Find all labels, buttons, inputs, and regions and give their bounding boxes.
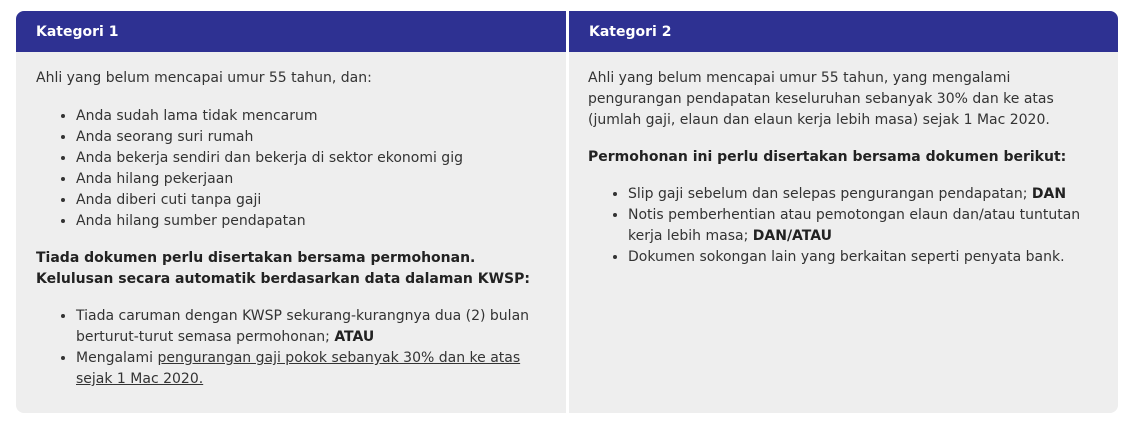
document-text: Slip gaji sebelum dan selepas pengurangan pendapatan; <box>628 186 1032 202</box>
document-connector: DAN/ATAU <box>752 228 833 244</box>
kategori-1-conditions-list <box>36 306 546 390</box>
kategori-1-intro: Ahli yang belum mencapai umur 55 tahun, dan: <box>36 70 372 86</box>
document-item <box>628 184 1098 205</box>
kategori-2-note: Permohonan ini perlu disertakan bersama dokumen berikut: <box>588 149 1067 165</box>
kategori-1-criteria-list <box>36 106 546 232</box>
kategori-1-column <box>16 11 566 413</box>
condition-connector: ATAU <box>334 329 375 345</box>
document-text: Notis pemberhentian atau pemotongan elaun dan/atau tuntutan kerja lebih masa; <box>628 207 1081 244</box>
condition-prefix: Mengalami <box>76 350 158 366</box>
criteria-item: • Anda seorang suri rumah <box>76 127 546 148</box>
document-text: Dokumen sokongan lain yang berkaitan seperti penyata bank. <box>628 249 1065 265</box>
eligibility-table <box>16 11 1118 413</box>
document-item <box>628 205 1098 247</box>
kategori-2-intro: Ahli yang belum mencapai umur 55 tahun, yang mengalami pengurangan pendapatan keseluruhan sebanyak 30% dan ke atas (jumlah gaji, elaun dan elaun kerja lebih masa) sejak 1 Mac 2020. <box>588 70 1054 128</box>
kategori-2-body <box>569 52 1118 413</box>
kategori-2-column <box>569 11 1118 413</box>
criteria-item: • Anda sudah lama tidak mencarum <box>76 106 546 127</box>
criteria-item: • Anda diberi cuti tanpa gaji <box>76 190 546 211</box>
condition-text: Tiada caruman dengan KWSP sekurang-kurangnya dua (2) bulan berturut-turut semasa permohonan; <box>76 308 530 345</box>
document-item <box>628 247 1098 268</box>
condition-item <box>76 348 546 390</box>
salary-reduction-link[interactable]: pengurangan gaji pokok sebanyak 30% dan ke atas sejak 1 Mac 2020. <box>76 350 521 387</box>
document-connector: DAN <box>1031 186 1067 202</box>
kategori-1-note: Tiada dokumen perlu disertakan bersama permohonan. Kelulusan secara automatik berdasarkan data dalaman KWSP: <box>36 250 530 287</box>
kategori-1-body <box>16 52 566 413</box>
condition-item <box>76 306 546 348</box>
criteria-item: • Anda hilang pekerjaan <box>76 169 546 190</box>
kategori-2-header: Kategori 2 <box>569 11 1118 52</box>
kategori-2-documents-list <box>588 184 1098 268</box>
criteria-item: • Anda hilang sumber pendapatan <box>76 211 546 232</box>
kategori-1-header: Kategori 1 <box>16 11 566 52</box>
criteria-item: • Anda bekerja sendiri dan bekerja di sektor ekonomi gig <box>76 148 546 169</box>
